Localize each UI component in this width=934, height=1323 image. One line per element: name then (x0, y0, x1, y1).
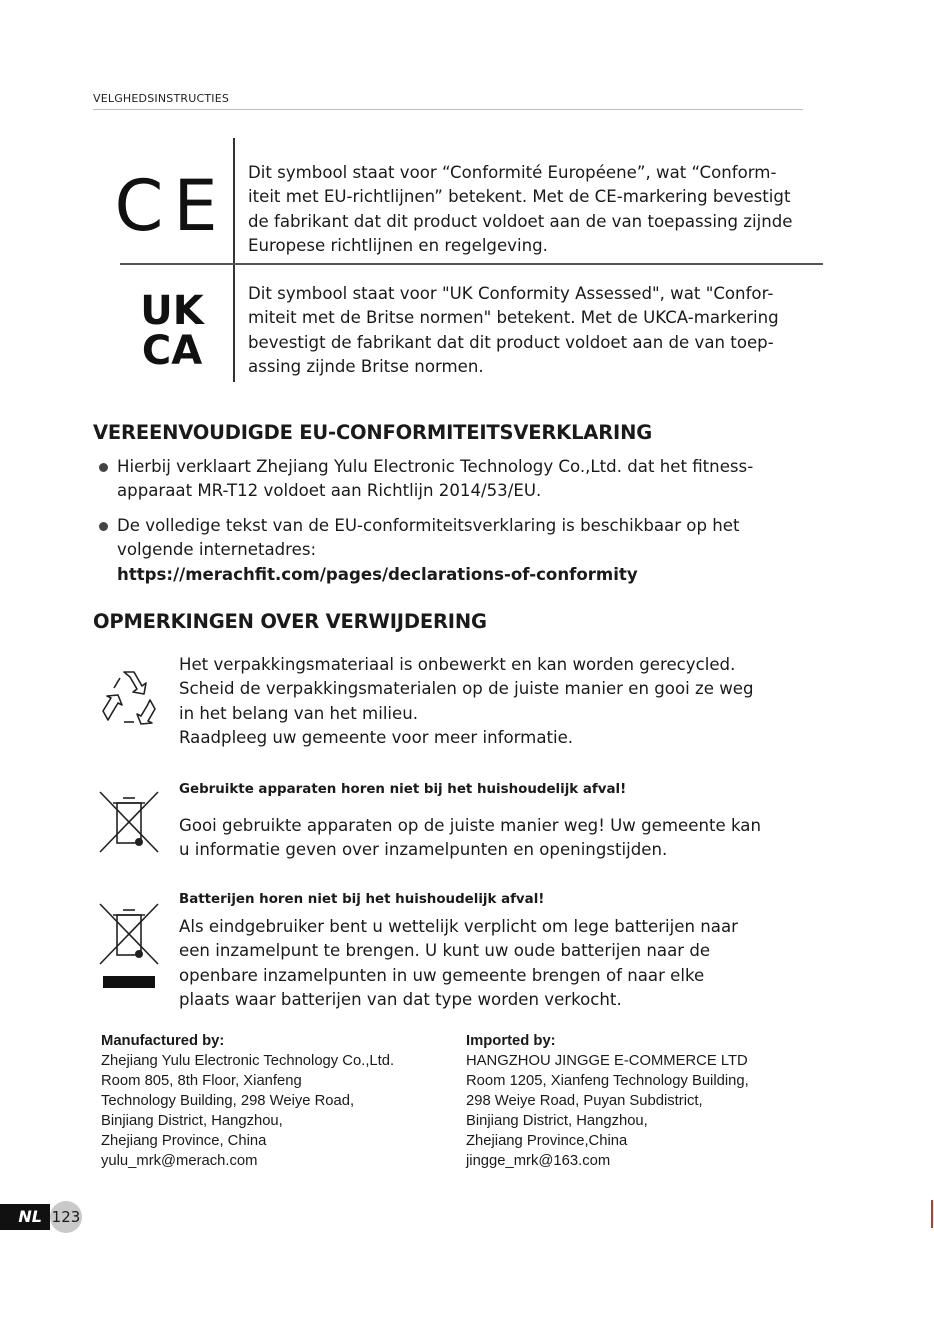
manufacturer-line: Binjiang District, Hangzhou, (101, 1113, 283, 1129)
recycle-line: Het verpakkingsmateriaal is onbewerkt en kan worden gerecycled. (179, 655, 736, 674)
ukca-symbol-uk: UK (140, 288, 204, 334)
declaration-bullet-1 (99, 455, 839, 504)
weee-line: u informatie geven over inzamelpunten en openingstijden. (179, 840, 668, 860)
weee-heading: Gebruikte apparaten horen niet bij het huishoudelijk afval! (179, 782, 627, 797)
ce-line: iteit met EU-richtlijnen” betekent. Met de CE-markering bevestigt (248, 187, 791, 207)
header-divider (93, 109, 803, 110)
ukca-mark-icon (134, 288, 210, 374)
weee-line: Gooi gebruikte apparaten op de juiste manier weg! Uw gemeente kan (179, 816, 761, 835)
manufacturer-line: Zhejiang Yulu Electronic Technology Co.,Ltd. (101, 1053, 395, 1069)
declaration-url-link[interactable]: https://merachfit.com/pages/declarations-of-conformity (117, 564, 638, 584)
ukca-line: miteit met de Britse normen" betekent. Met de UKCA-markering (248, 308, 779, 328)
bullet-line: De volledige tekst van de EU-conformiteitsverklaring is beschikbaar op het (117, 516, 740, 535)
recycle-icon (100, 668, 158, 726)
ce-line: de fabrikant dat dit product voldoet aan de van toepassing zijnde (248, 211, 793, 231)
ce-line: Europese richtlijnen en regelgeving. (248, 235, 548, 255)
bullet-icon (99, 522, 108, 531)
recycle-line: in het belang van het milieu. (179, 703, 419, 723)
crossed-bin-icon (97, 789, 161, 855)
language-badge: NL (0, 1204, 50, 1230)
bullet-line: Hierbij verklaart Zhejiang Yulu Electronic Technology Co.,Ltd. dat het fitness- (117, 457, 754, 476)
manufacturer-line: Zhejiang Province, China (101, 1133, 267, 1149)
bullet-icon (99, 463, 108, 472)
battery-line: openbare inzamelpunten in uw gemeente brengen of naar elke (179, 965, 705, 985)
manufacturer-line: Room 805, 8th Floor, Xianfeng (101, 1073, 302, 1089)
declaration-title: VEREENVOUDIGDE EU-CONFORMITEITSVERKLARING (93, 421, 652, 444)
section-header: VELGHEDSINSTRUCTIES (93, 92, 230, 105)
importer-line: Zhejiang Province,China (466, 1133, 628, 1149)
recycle-line: Scheid de verpakkingsmaterialen op de juiste manier en gooi ze weg (179, 679, 754, 699)
table-horizontal-divider (120, 263, 823, 265)
crossed-bin-battery-icon (97, 901, 161, 991)
battery-line: een inzamelpunt te brengen. U kunt uw oude batterijen naar de (179, 941, 711, 961)
ce-line: Dit symbool staat voor “Conformité Européene”, wat “Conform- (248, 163, 777, 182)
importer-block (466, 1031, 806, 1171)
ukca-line: bevestigt de fabrikant dat dit product voldoet aan de van toep- (248, 332, 774, 352)
ukca-line: assing zijnde Britse normen. (248, 356, 484, 376)
battery-line: plaats waar batterijen van dat type worden verkocht. (179, 989, 622, 1009)
manufacturer-title: Manufactured by: (101, 1033, 225, 1049)
manufacturer-block (101, 1031, 451, 1171)
table-vertical-divider (233, 138, 235, 382)
ce-mark-icon (114, 165, 228, 247)
importer-title: Imported by: (466, 1033, 556, 1049)
importer-line: 298 Weiye Road, Puyan Subdistrict, (466, 1093, 703, 1109)
edge-marker (931, 1200, 933, 1228)
importer-line: HANGZHOU JINGGE E-COMMERCE LTD (466, 1053, 748, 1069)
manufacturer-email: yulu_mrk@merach.com (101, 1153, 258, 1169)
ukca-symbol-ca: CA (141, 328, 203, 374)
battery-line: Als eindgebruiker bent u wettelijk verplicht om lege batterijen naar (179, 917, 738, 936)
importer-line: Binjiang District, Hangzhou, (466, 1113, 648, 1129)
ce-symbol: CE (114, 165, 228, 247)
disposal-title: OPMERKINGEN OVER VERWIJDERING (93, 610, 487, 633)
ukca-line: Dit symbool staat voor "UK Conformity Assessed", wat "Confor- (248, 284, 774, 303)
bullet-line: apparaat MR-T12 voldoet aan Richtlijn 2014/53/EU. (117, 481, 542, 501)
recycle-text (179, 653, 859, 750)
manufacturer-line: Technology Building, 298 Weiye Road, (101, 1093, 355, 1109)
page-number: 123 (50, 1201, 82, 1233)
importer-line: Room 1205, Xianfeng Technology Building, (466, 1073, 749, 1089)
ce-description (248, 161, 858, 258)
declaration-bullet-2 (99, 514, 839, 587)
ukca-description (248, 282, 858, 379)
battery-text (179, 915, 859, 1012)
recycle-line: Raadpleeg uw gemeente voor meer informatie. (179, 727, 574, 747)
importer-email: jingge_mrk@163.com (466, 1153, 611, 1169)
bullet-line: volgende internetadres: (117, 540, 317, 560)
weee-text (179, 814, 859, 863)
battery-heading: Batterijen horen niet bij het huishoudelijk afval! (179, 892, 545, 907)
